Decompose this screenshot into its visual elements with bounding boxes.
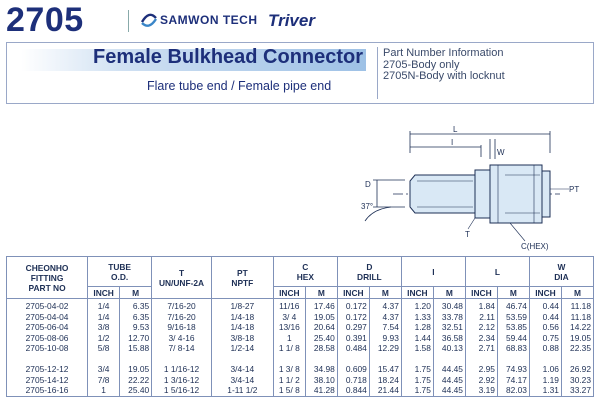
cell-t: 3/ 4-16 [152,333,212,344]
cell-part: 2705-08-06 [7,333,88,344]
cell-pt: 1/4-18 [211,322,273,333]
info-heading: Part Number Information [383,47,504,59]
cell-c-m: 19.05 [305,312,337,323]
title-block [6,42,594,104]
locknut [475,170,490,218]
cell-t: 7/ 8-14 [152,343,212,354]
cell-d-in: 0.718 [337,375,369,386]
cell-l-m: 59.44 [497,333,529,344]
cell-i-m: 40.13 [433,343,465,354]
cell-i-in: 1.75 [401,375,433,386]
cell-tube-m: 12.70 [120,333,152,344]
brand-triver: Triver [268,11,315,30]
product-subtitle: Flare tube end / Female pipe end [147,79,332,93]
cell-tube-m: 22.22 [120,375,152,386]
cell-d-in: 0.609 [337,362,369,375]
subheader-inch: INCH [401,287,433,299]
cell-w-in: 0.88 [529,343,561,354]
table-row [7,385,594,396]
cell-part: 2705-04-02 [7,299,88,312]
header-pt: PT NPTF [211,257,273,299]
subheader-m: M [305,287,337,299]
cell-pt: 3/4-14 [211,375,273,386]
cell-part: 2705-16-16 [7,385,88,396]
cell-w-m: 30.23 [561,375,593,386]
header-part-no: CHEONHO FITTING PART NO [7,257,88,299]
cell-c-m: 41.28 [305,385,337,396]
cell-pt: 1-11 1/2 [211,385,273,396]
cell-w-m: 14.22 [561,322,593,333]
table-row [7,362,594,375]
cell-pt: 1/8-27 [211,299,273,312]
cell-t: 7/16-20 [152,312,212,323]
cell-t: 1 1/16-12 [152,362,212,375]
table-row [7,343,594,354]
cell-l-in: 2.12 [465,322,497,333]
cell-pt: 1/2-14 [211,343,273,354]
cell-w-in: 0.75 [529,333,561,344]
cell-part: 2705-12-12 [7,362,88,375]
brand-divider [128,10,129,32]
cell-tube-in: 5/8 [88,343,120,354]
cell-w-m: 26.92 [561,362,593,375]
cell-tube-in: 3/4 [88,362,120,375]
cell-pt: 1/4-18 [211,312,273,323]
cell-d-m: 7.54 [369,322,401,333]
cell-tube-in: 3/8 [88,322,120,333]
subheader-m: M [561,287,593,299]
t-leader [468,218,475,229]
header-l: L [465,257,529,287]
cell-c-in: 1 1/ 2 [273,375,305,386]
cell-d-m: 4.37 [369,299,401,312]
cell-w-in: 0.44 [529,312,561,323]
part-number-info [383,48,505,83]
cell-c-in: 13/16 [273,322,305,333]
cell-l-m: 74.93 [497,362,529,375]
table-row [7,299,594,312]
cell-tube-m: 6.35 [120,299,152,312]
cell-w-m: 11.18 [561,312,593,323]
cell-l-in: 3.19 [465,385,497,396]
cell-c-in: 1 5/ 8 [273,385,305,396]
cell-l-m: 53.85 [497,322,529,333]
label-D: D [365,180,371,189]
cell-t: 7/16-20 [152,299,212,312]
info-line-locknut: 2705N-Body with locknut [383,70,505,82]
cell-d-in: 0.391 [337,333,369,344]
cell-d-in: 0.172 [337,312,369,323]
cell-c-in: 11/16 [273,299,305,312]
label-PT: PT [569,185,580,194]
table-row [7,322,594,333]
title-divider [377,47,378,99]
label-I: I [451,138,454,147]
cell-c-in: 1 [273,333,305,344]
cell-tube-m: 15.88 [120,343,152,354]
cell-w-m: 22.35 [561,343,593,354]
cell-c-m: 25.40 [305,333,337,344]
cell-c-m: 38.10 [305,375,337,386]
table-row [7,333,594,344]
subheader-inch: INCH [465,287,497,299]
product-title: Female Bulkhead Connector [93,46,364,68]
cell-i-in: 1.20 [401,299,433,312]
cell-tube-in: 1/4 [88,299,120,312]
header-w-dia: W DIA [529,257,593,287]
subheader-inch: INCH [529,287,561,299]
subheader-m: M [497,287,529,299]
cell-c-m: 28.58 [305,343,337,354]
cell-c-m: 20.64 [305,322,337,333]
flare-end-body [410,175,475,213]
cell-i-in: 1.75 [401,385,433,396]
cell-w-in: 0.56 [529,322,561,333]
cell-i-in: 1.33 [401,312,433,323]
subheader-m: M [369,287,401,299]
cell-l-m: 74.17 [497,375,529,386]
subheader-m: M [120,287,152,299]
cell-tube-m: 19.05 [120,362,152,375]
cell-tube-in: 1/4 [88,312,120,323]
cell-d-m: 12.29 [369,343,401,354]
cell-t: 9/16-18 [152,322,212,333]
cell-l-m: 82.03 [497,385,529,396]
cell-tube-m: 6.35 [120,312,152,323]
cell-i-in: 1.28 [401,322,433,333]
hex-leader [510,223,525,241]
cell-d-m: 21.44 [369,385,401,396]
cell-l-in: 2.34 [465,333,497,344]
cell-l-in: 2.11 [465,312,497,323]
cell-d-in: 0.172 [337,299,369,312]
cell-pt: 3/8-18 [211,333,273,344]
cell-i-m: 36.58 [433,333,465,344]
cell-c-in: 1 1/ 8 [273,343,305,354]
cell-w-m: 19.05 [561,333,593,344]
samwon-logo-icon [140,12,158,28]
cell-l-in: 2.71 [465,343,497,354]
cell-i-in: 1.44 [401,333,433,344]
cell-w-in: 1.31 [529,385,561,396]
cell-i-in: 1.58 [401,343,433,354]
header-c-hex: C HEX [273,257,337,287]
cell-l-m: 68.83 [497,343,529,354]
cell-tube-m: 9.53 [120,322,152,333]
label-W: W [497,148,505,157]
info-line-body: 2705-Body only [383,58,460,71]
subheader-inch: INCH [337,287,369,299]
cell-l-m: 53.59 [497,312,529,323]
header-d-drill: D DRILL [337,257,401,287]
cell-w-in: 1.06 [529,362,561,375]
subheader-inch: INCH [88,287,120,299]
cell-l-in: 1.84 [465,299,497,312]
cell-d-m: 15.47 [369,362,401,375]
cell-part: 2705-04-04 [7,312,88,323]
cell-c-m: 17.46 [305,299,337,312]
subheader-inch: INCH [273,287,305,299]
header-t: T UN/UNF-2A [152,257,212,299]
cell-i-m: 32.51 [433,322,465,333]
label-T: T [465,230,470,239]
cell-tube-in: 7/8 [88,375,120,386]
label-L: L [453,125,458,134]
fitting-drawing [355,125,595,255]
table-row [7,375,594,386]
cell-i-m: 44.45 [433,375,465,386]
table-row [7,312,594,323]
cell-t: 1 5/16-12 [152,385,212,396]
cell-d-in: 0.844 [337,385,369,396]
cell-c-in: 1 3/ 8 [273,362,305,375]
cell-tube-in: 1 [88,385,120,396]
cell-d-m: 18.24 [369,375,401,386]
cell-i-m: 30.48 [433,299,465,312]
cell-c-m: 34.98 [305,362,337,375]
subheader-m: M [433,287,465,299]
cell-part: 2705-10-08 [7,343,88,354]
cell-pt: 3/4-14 [211,362,273,375]
cell-d-m: 4.37 [369,312,401,323]
cell-d-in: 0.484 [337,343,369,354]
label-hex: C(HEX) [521,242,549,251]
cell-l-in: 2.92 [465,375,497,386]
cell-tube-in: 1/2 [88,333,120,344]
cell-i-m: 44.45 [433,362,465,375]
cell-tube-m: 25.40 [120,385,152,396]
header [0,0,600,40]
header-tube-od: TUBE O.D. [88,257,152,287]
cell-part: 2705-06-04 [7,322,88,333]
cell-c-in: 3/ 4 [273,312,305,323]
label-angle: 37° [361,202,374,211]
cell-t: 1 3/16-12 [152,375,212,386]
spec-table [6,256,594,397]
brand-samwon: SAMWON TECH [160,13,258,27]
cell-part: 2705-14-12 [7,375,88,386]
cell-d-in: 0.297 [337,322,369,333]
cell-w-m: 33.27 [561,385,593,396]
cell-i-m: 44.45 [433,385,465,396]
cell-i-m: 33.78 [433,312,465,323]
pipe-end [542,171,550,217]
cell-l-in: 2.95 [465,362,497,375]
cell-l-m: 46.74 [497,299,529,312]
cell-i-in: 1.75 [401,362,433,375]
cell-w-in: 0.44 [529,299,561,312]
header-i: I [401,257,465,287]
part-number: 2705 [6,1,84,39]
cell-d-m: 9.93 [369,333,401,344]
cell-w-in: 1.19 [529,375,561,386]
cell-w-m: 11.18 [561,299,593,312]
row-spacer [7,354,594,362]
